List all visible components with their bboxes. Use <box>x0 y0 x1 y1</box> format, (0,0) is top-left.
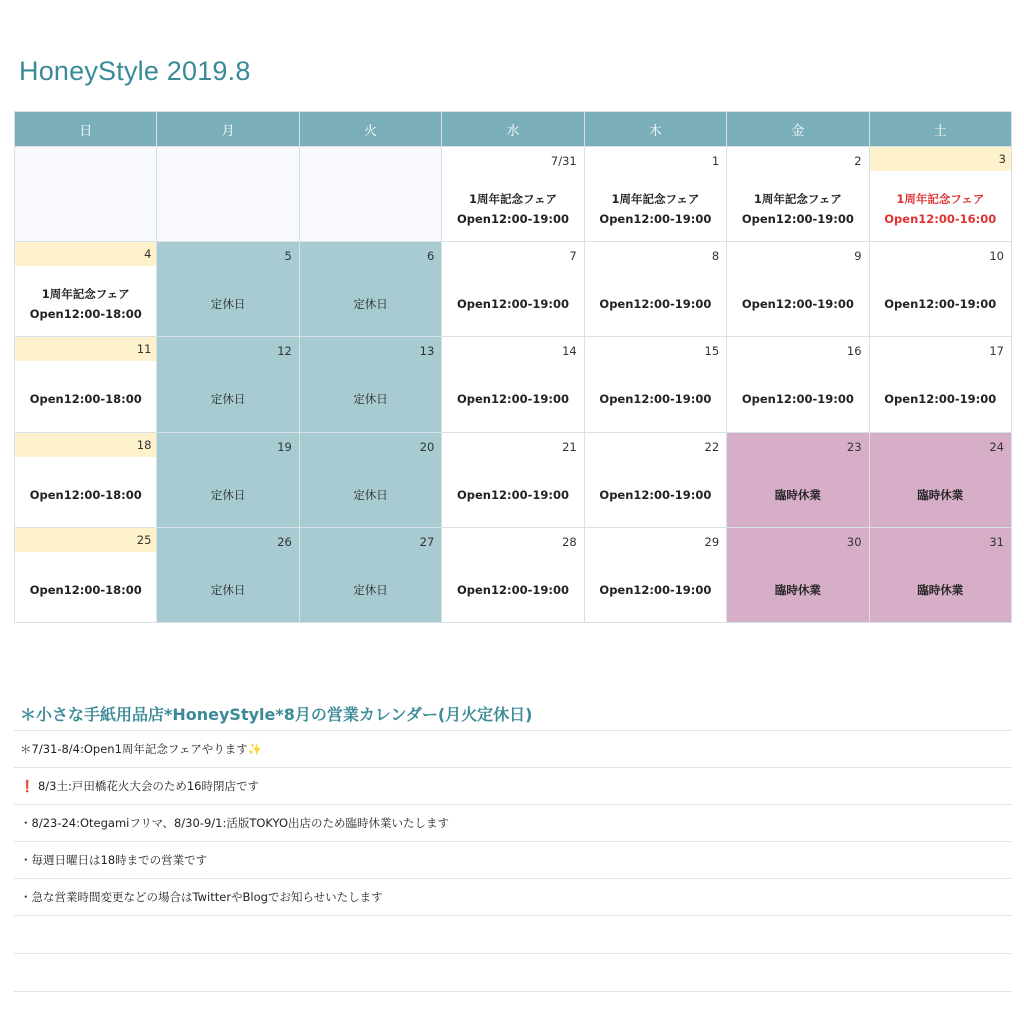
calendar-empty-cell <box>300 147 441 241</box>
day-number: 17 <box>989 344 1004 359</box>
weekday-mon: 月 <box>157 112 298 146</box>
day-event-label: 1周年記念フェア <box>469 192 557 207</box>
day-closed-label: 定休日 <box>210 297 246 312</box>
day-closed-label: 定休日 <box>210 392 246 407</box>
day-hours: Open12:00-19:00 <box>741 297 854 312</box>
calendar-day-cell <box>300 242 441 336</box>
day-content <box>727 558 868 622</box>
calendar-day-cell <box>300 528 441 622</box>
day-content <box>727 272 868 336</box>
day-content <box>585 558 726 622</box>
day-hours: Open12:00-19:00 <box>599 487 712 502</box>
note-item: ＊7/31-8/4:Open1周年記念フェアやります✨ <box>14 731 1012 768</box>
day-hours: Open12:00-19:00 <box>884 392 997 407</box>
day-content <box>870 463 1011 527</box>
day-number: 22 <box>704 439 720 454</box>
day-number: 4 <box>15 242 156 266</box>
day-content <box>442 177 583 241</box>
day-number: 11 <box>15 337 156 361</box>
calendar-day-cell <box>727 147 868 241</box>
day-hours: Open12:00-19:00 <box>457 392 569 407</box>
day-number: 27 <box>419 534 435 549</box>
day-content <box>15 367 156 431</box>
day-closed-label: 定休日 <box>210 582 246 597</box>
day-hours: Open12:00-18:00 <box>29 307 142 322</box>
day-number: 12 <box>277 344 292 359</box>
day-content <box>15 463 156 527</box>
notes-section <box>14 700 1012 992</box>
day-number: 13 <box>419 344 435 359</box>
day-number: 25 <box>15 528 156 552</box>
day-closed-label: 定休日 <box>353 582 388 597</box>
calendar-day-cell <box>442 337 583 431</box>
day-number: 20 <box>419 439 435 454</box>
day-content <box>727 177 868 241</box>
calendar-day-cell <box>157 337 298 431</box>
day-number: 8 <box>711 249 720 264</box>
calendar-day-cell <box>585 337 726 431</box>
note-item: ・急な営業時間変更などの場合はTwitterやBlogでお知らせいたします <box>14 879 1012 916</box>
day-closed-label: 定休日 <box>210 487 246 502</box>
day-content <box>157 367 298 431</box>
day-content <box>442 558 583 622</box>
day-number: 2 <box>854 154 862 168</box>
day-number: 14 <box>562 344 577 359</box>
calendar-day-cell <box>727 337 868 431</box>
day-number: 31 <box>989 534 1004 549</box>
calendar-day-cell <box>585 433 726 527</box>
weekday-wed: 水 <box>442 112 583 146</box>
day-temp-closed-label: 臨時休業 <box>917 582 964 597</box>
day-number: 16 <box>846 344 862 359</box>
day-hours: Open12:00-19:00 <box>599 212 712 227</box>
day-content <box>585 177 726 241</box>
calendar-day-cell <box>157 528 298 622</box>
day-hours: Open12:00-19:00 <box>457 582 569 597</box>
day-number: 9 <box>854 249 862 264</box>
weekday-sat: 土 <box>870 112 1011 146</box>
calendar-day-cell <box>727 528 868 622</box>
note-blank-row <box>14 954 1012 992</box>
day-number: 28 <box>562 534 577 549</box>
day-content <box>157 463 298 527</box>
day-content <box>15 558 156 622</box>
day-content <box>727 463 868 527</box>
weekday-sun: 日 <box>15 112 156 146</box>
day-content <box>157 272 298 336</box>
day-number: 7/31 <box>550 154 577 168</box>
page-title: HoneyStyle 2019.8 <box>19 56 251 86</box>
day-hours: Open12:00-18:00 <box>29 392 142 407</box>
day-content <box>585 272 726 336</box>
weekday-fri: 金 <box>727 112 868 146</box>
day-event-label: 1周年記念フェア <box>611 192 700 207</box>
day-number: 26 <box>277 534 292 549</box>
day-number: 15 <box>704 344 720 359</box>
calendar-day-cell <box>442 242 583 336</box>
day-content <box>442 272 583 336</box>
day-number: 30 <box>846 534 862 549</box>
note-item: ・毎週日曜日は18時までの営業です <box>14 842 1012 879</box>
day-event-label: 1周年記念フェア <box>896 192 985 207</box>
day-number: 23 <box>846 439 862 454</box>
day-number: 1 <box>711 154 720 168</box>
day-content <box>870 367 1011 431</box>
calendar-day-cell <box>870 337 1011 431</box>
calendar-day-cell <box>870 147 1011 241</box>
day-event-label: 1周年記念フェア <box>41 287 130 302</box>
day-hours: Open12:00-19:00 <box>884 297 997 312</box>
calendar-day-cell <box>585 242 726 336</box>
day-hours: Open12:00-16:00 <box>884 212 997 227</box>
note-item: ❗ 8/3土:戸田橋花火大会のため16時閉店です <box>14 768 1012 805</box>
day-temp-closed-label: 臨時休業 <box>917 487 964 502</box>
day-temp-closed-label: 臨時休業 <box>774 582 821 597</box>
day-number: 3 <box>870 147 1011 171</box>
day-number: 29 <box>704 534 720 549</box>
day-hours: Open12:00-19:00 <box>457 487 569 502</box>
calendar-day-cell <box>727 242 868 336</box>
day-content <box>15 272 156 336</box>
day-number: 6 <box>426 249 435 264</box>
day-hours: Open12:00-19:00 <box>599 582 712 597</box>
weekday-tue: 火 <box>300 112 441 146</box>
day-content <box>585 463 726 527</box>
calendar-day-cell <box>870 528 1011 622</box>
day-hours: Open12:00-19:00 <box>599 297 712 312</box>
day-content <box>870 558 1011 622</box>
calendar-day-cell <box>300 337 441 431</box>
day-content <box>870 177 1011 241</box>
calendar-day-cell <box>585 528 726 622</box>
day-hours: Open12:00-18:00 <box>29 582 142 597</box>
day-hours: Open12:00-19:00 <box>457 297 569 312</box>
calendar-day-cell <box>15 337 156 431</box>
day-closed-label: 定休日 <box>353 297 388 312</box>
calendar-day-cell <box>300 433 441 527</box>
day-number: 19 <box>277 439 292 454</box>
day-content <box>300 272 441 336</box>
day-content <box>300 367 441 431</box>
calendar-day-cell <box>15 433 156 527</box>
day-content <box>727 367 868 431</box>
day-hours: Open12:00-19:00 <box>457 212 569 227</box>
note-item: ・8/23-24:Otegamiフリマ、8/30-9/1:活版TOKYO出店のため臨時休業いたします <box>14 805 1012 842</box>
calendar-day-cell <box>727 433 868 527</box>
day-content <box>442 463 583 527</box>
calendar-day-cell <box>585 147 726 241</box>
calendar-day-cell <box>157 242 298 336</box>
day-content <box>585 367 726 431</box>
day-content <box>442 367 583 431</box>
day-number: 7 <box>569 249 577 264</box>
calendar-empty-cell <box>15 147 156 241</box>
day-number: 24 <box>989 439 1004 454</box>
calendar-day-cell <box>442 528 583 622</box>
day-content <box>300 558 441 622</box>
calendar-day-cell <box>870 433 1011 527</box>
notes-heading: ＊小さな手紙用品店*HoneyStyle*8月の営業カレンダー(月火定休日) <box>14 700 1012 731</box>
day-hours: Open12:00-19:00 <box>599 392 712 407</box>
calendar-day-cell <box>870 242 1011 336</box>
day-event-label: 1周年記念フェア <box>753 192 842 207</box>
day-content <box>157 558 298 622</box>
day-number: 10 <box>989 249 1004 264</box>
weekday-thu: 木 <box>585 112 726 146</box>
day-number: 21 <box>562 439 577 454</box>
day-temp-closed-label: 臨時休業 <box>774 487 821 502</box>
day-number: 18 <box>15 433 156 457</box>
calendar-day-cell <box>442 433 583 527</box>
calendar-day-cell <box>15 528 156 622</box>
calendar-grid <box>14 111 1012 623</box>
calendar-day-cell <box>442 147 583 241</box>
note-blank-row <box>14 916 1012 954</box>
calendar-day-cell <box>157 433 298 527</box>
calendar-day-cell <box>15 242 156 336</box>
calendar-empty-cell <box>157 147 298 241</box>
day-hours: Open12:00-19:00 <box>741 392 854 407</box>
day-closed-label: 定休日 <box>353 487 388 502</box>
day-content <box>870 272 1011 336</box>
day-closed-label: 定休日 <box>353 392 388 407</box>
day-hours: Open12:00-18:00 <box>29 487 142 502</box>
day-content <box>300 463 441 527</box>
day-number: 5 <box>284 249 292 264</box>
day-hours: Open12:00-19:00 <box>741 212 854 227</box>
